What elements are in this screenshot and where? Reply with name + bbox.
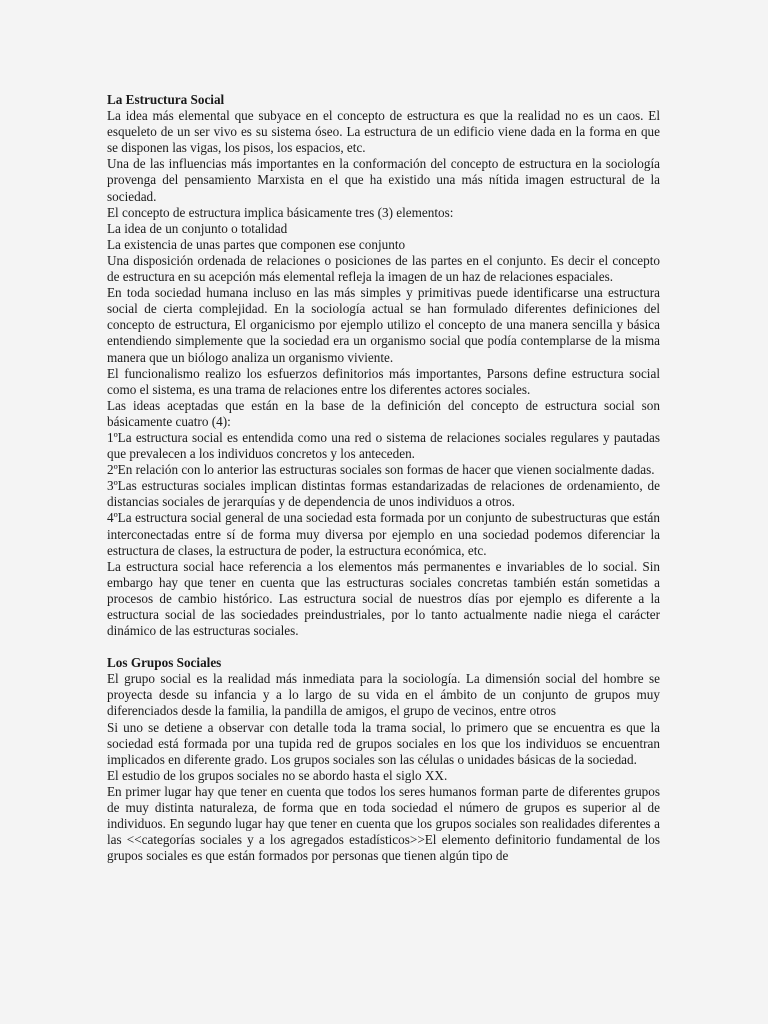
section-spacer (107, 639, 660, 655)
paragraph: Las ideas aceptadas que están en la base de la definición del concepto de estructura social son básicamente cuatro (4): (107, 397, 660, 429)
paragraph: La idea más elemental que subyace en el concepto de estructura es que la realidad no es un caos. El esqueleto de un ser vivo es su sistema óseo. La estructura de un edificio viene dada en la forma en que se disponen las vigas, los pisos, los espacios, etc. (107, 108, 660, 156)
paragraph: La estructura social hace referencia a los elementos más permanentes e invariables de lo social. Sin embargo hay que tener en cuenta que las estructuras sociales concretas también están sometidas a procesos de cambio histórico. Las estructura social de nuestros días por ejemplo es diferente a la estructura social de las sociedades preindustriales, por lo tanto actualmente nadie niega el carácter dinámico de las estructuras sociales. (107, 558, 660, 639)
numbered-item: 1ºLa estructura social es entendida como una red o sistema de relaciones sociales regulares y pautadas que prevalecen a los individuos concretos y los anteceden. (107, 429, 660, 462)
numbered-item: 4ºLa estructura social general de una sociedad esta formada por un conjunto de subestructuras que están interconectadas entre sí de forma muy diversa por ejemplo en una sociedad podemos diferenciar la estructura de clases, la estructura de poder, la estructura económica, etc. (107, 510, 660, 558)
paragraph: Si uno se detiene a observar con detalle toda la trama social, lo primero que se encuentra es que la sociedad está formada por una tupida red de grupos sociales en los que los individuos se encuentran implicados en diferente grado. Los grupos sociales son las células o unidades básicas de la sociedad. (107, 719, 660, 767)
paragraph: El concepto de estructura implica básicamente tres (3) elementos: (107, 204, 454, 220)
section-title-estructura-social: La Estructura Social (107, 92, 225, 107)
list-item: La idea de un conjunto o totalidad (107, 220, 288, 236)
document-body (107, 92, 660, 864)
list-item: Una disposición ordenada de relaciones o posiciones de las partes en el conjunto. Es decir el concepto de estructura en su acepción más elemental refleja la imagen de un haz de relaciones espaciales. (107, 252, 660, 285)
paragraph: En toda sociedad humana incluso en las más simples y primitivas puede identificarse una estructura social de cierta complejidad. En la sociología actual se han formulado diferentes definiciones del concepto de estructura, El organicismo por ejemplo utilizo el concepto de una manera sencilla y básica entendiendo simplemente que la sociedad era un organismo social que podía contemplarse de la misma manera que un biólogo analiza un organismo viviente. (107, 285, 660, 365)
list-item: La existencia de unas partes que componen ese conjunto (107, 236, 406, 252)
paragraph: El estudio de los grupos sociales no se abordo hasta el siglo XX. (107, 767, 448, 783)
numbered-item: 3ºLas estructuras sociales implican distintas formas estandarizadas de relaciones de ordenamiento, de distancias sociales de jerarquías y de dependencia de unos individuos a otros. (107, 478, 660, 510)
numbered-item: 2ºEn relación con lo anterior las estructuras sociales son formas de hacer que vienen socialmente dadas. (107, 462, 655, 478)
paragraph: El grupo social es la realidad más inmediata para la sociología. La dimensión social del hombre se proyecta desde su infancia y a lo largo de su vida en el ámbito de un conjunto de grupos muy diferenciados desde la familia, la pandilla de amigos, el grupo de vecinos, entre otros (107, 671, 660, 719)
paragraph: El funcionalismo realizo los esfuerzos definitorios más importantes, Parsons define estructura social como el sistema, es una trama de relaciones entre los diferentes actores sociales. (107, 365, 660, 397)
section-title-grupos-sociales: Los Grupos Sociales (107, 655, 222, 671)
paragraph: En primer lugar hay que tener en cuenta que todos los seres humanos forman parte de diferentes grupos de muy distinta naturaleza, de forma que en toda sociedad el número de grupos es superior al de individuos. En segundo lugar hay que tener en cuenta que los grupos sociales son realidades diferentes a las <<categorías sociales y a los agregados estadísticos>>El elemento definitorio fundamental de los grupos sociales es que están formados por personas que tienen algún tipo de (107, 783, 660, 864)
paragraph: Una de las influencias más importantes en la conformación del concepto de estructura en la sociología provenga del pensamiento Marxista en el que ha existido una más nítida imagen estructural de la sociedad. (107, 156, 660, 204)
